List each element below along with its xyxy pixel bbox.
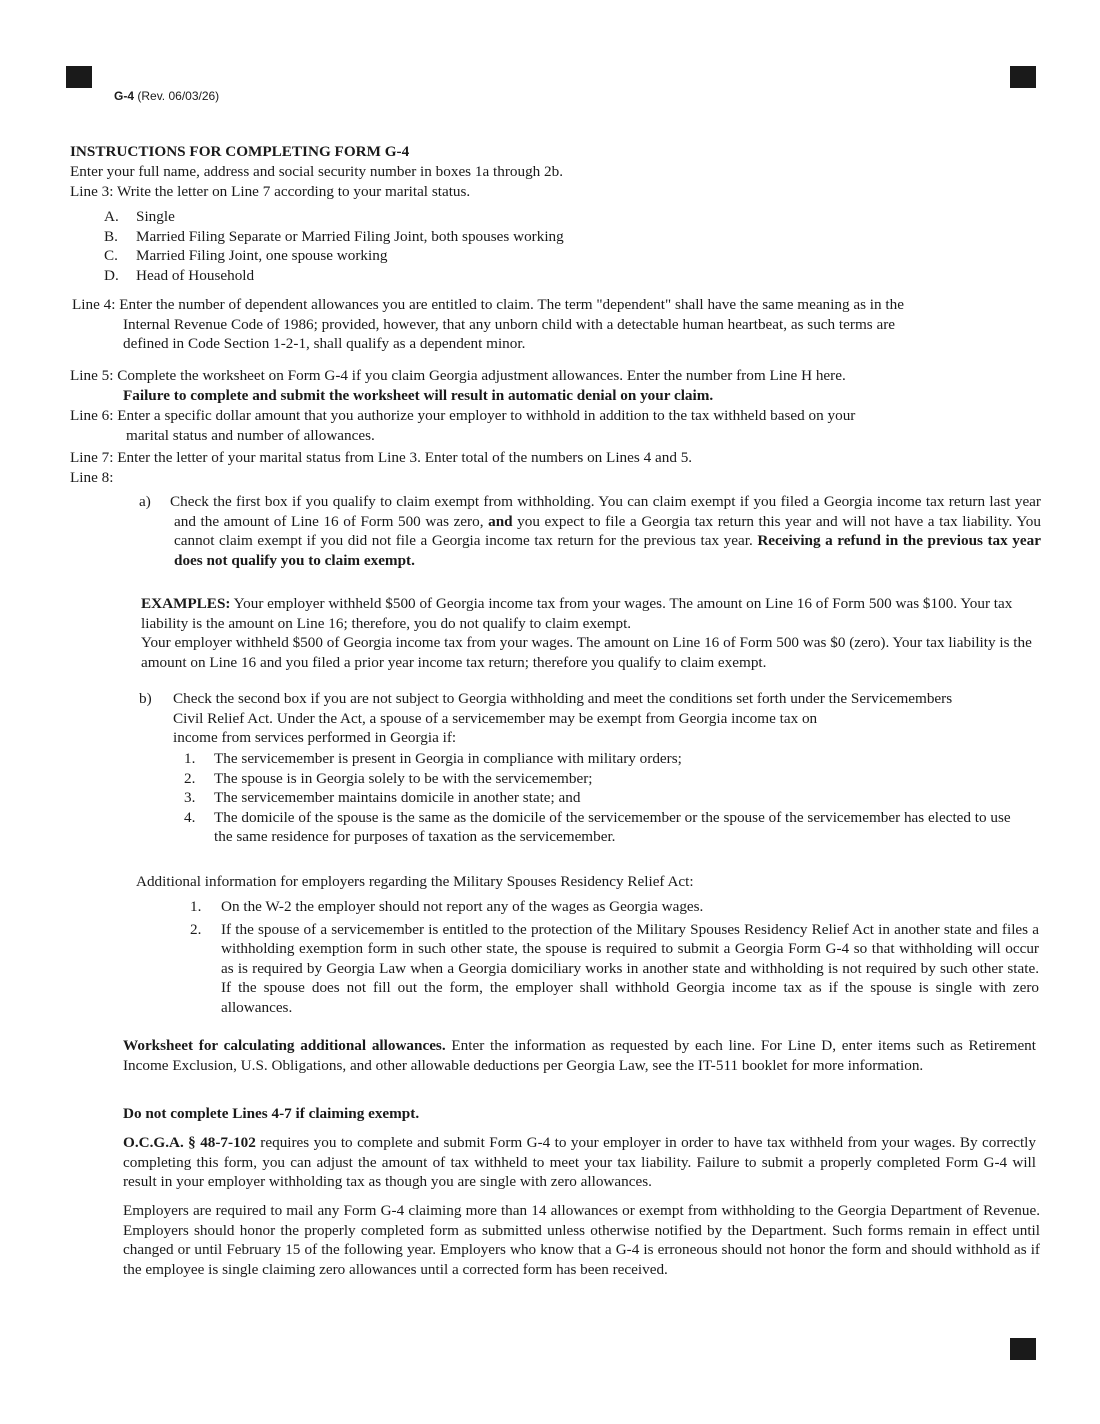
additional-info-item bbox=[190, 920, 1039, 1018]
example-1: Your employer withheld $500 of Georgia income tax from your wages. The amount on Line 16 of Form 500 was $100. Your tax liability is the amount on Line 16; therefore, you do not qualify to claim exempt. bbox=[141, 595, 1013, 632]
marital-option-b bbox=[104, 227, 564, 247]
worksheet-heading: Worksheet for calculating additional allowances. bbox=[123, 1037, 446, 1054]
option-text: Single bbox=[136, 208, 175, 225]
registration-mark-top-left bbox=[66, 66, 92, 88]
line4-text-cont: Internal Revenue Code of 1986; provided, however, that any unborn child with a detectable human heartbeat, as such terms are bbox=[123, 315, 896, 333]
form-name: G-4 bbox=[114, 89, 135, 103]
condition-number: 3. bbox=[184, 789, 196, 806]
line4-text: Enter the number of dependent allowances you are entitled to claim. The term "dependent" shall have the same meaning as in the bbox=[119, 296, 904, 313]
line8-a-marker: a) bbox=[139, 493, 151, 510]
examples-label: EXAMPLES: bbox=[141, 595, 231, 612]
line4-label: Line 4: bbox=[72, 296, 116, 313]
ocga-paragraph bbox=[123, 1133, 1036, 1192]
line3-text: Write the letter on Line 7 according to your marital status. bbox=[116, 183, 471, 200]
condition-text: The domicile of the spouse is the same as the domicile of the servicemember or the spouse of the servicemember has elected to use the same residence for purposes of taxation as the servicemember. bbox=[214, 808, 1011, 845]
condition-item bbox=[184, 749, 1030, 769]
line7-label: Line 7: bbox=[70, 449, 114, 466]
form-identifier bbox=[114, 87, 219, 107]
line4-instruction bbox=[72, 295, 904, 354]
line5-instruction bbox=[70, 366, 846, 405]
employers-paragraph: Employers are required to mail any Form G-4 claiming more than 14 allowances or exempt from withholding to the Georgia Department of Revenue. Employers should honor the properly completed form as submitted unless otherwise notified by the Department. Such forms remain in effect until changed or until February 15 of the following year. Employers who know that a G-4 is erroneous should not honor the form and should withhold as if the employee is single claiming zero allowances until a corrected form has been received. bbox=[123, 1202, 1040, 1278]
line8-b-line: Check the second box if you are not subject to Georgia withholding and meet the conditions set forth under the Servicemembers bbox=[173, 690, 953, 707]
additional-info-heading: Additional information for employers regarding the Military Spouses Residency Relief Act: bbox=[136, 873, 694, 890]
item-number: 1. bbox=[190, 898, 202, 915]
condition-text: The servicemember maintains domicile in another state; and bbox=[214, 789, 581, 806]
marital-status-list bbox=[104, 207, 564, 285]
line8-b-line: Civil Relief Act. Under the Act, a spouse of a servicemember may be exempt from Georgia income tax on bbox=[173, 709, 818, 727]
form-revision: (Rev. 06/03/26) bbox=[137, 89, 220, 103]
line5-text: Complete the worksheet on Form G-4 if you claim Georgia adjustment allowances. Enter the number from Line H here. bbox=[117, 367, 846, 384]
additional-info-item bbox=[190, 897, 1039, 917]
marital-option-c bbox=[104, 246, 564, 266]
line6-text: Enter a specific dollar amount that you authorize your employer to withhold in addition to the tax withheld based on your bbox=[117, 407, 856, 424]
condition-item bbox=[184, 788, 1030, 808]
line7-text: Enter the letter of your marital status from Line 3. Enter total of the numbers on Lines 4 and 5. bbox=[117, 449, 693, 466]
line4-text-cont: defined in Code Section 1-2-1, shall qualify as a dependent minor. bbox=[123, 335, 526, 352]
line8-a-refund-note: Receiving a refund in the previous tax year does not qualify you to claim exempt. bbox=[174, 532, 1041, 569]
option-letter: D. bbox=[104, 266, 119, 284]
line6-text-cont: marital status and number of allowances. bbox=[126, 426, 375, 444]
worksheet-paragraph bbox=[123, 1036, 1036, 1075]
registration-mark-top-right bbox=[1010, 66, 1036, 88]
line3-instruction bbox=[70, 182, 470, 202]
marital-option-d bbox=[104, 266, 564, 286]
exempt-note: Do not complete Lines 4-7 if claiming exempt. bbox=[123, 1105, 420, 1122]
option-text: Married Filing Joint, one spouse working bbox=[136, 247, 388, 264]
marital-option-a bbox=[104, 207, 564, 227]
example-2: Your employer withheld $500 of Georgia income tax from your wages. The amount on Line 16 of Form 500 was $0 (zero). Your tax liability is the amount on Line 16 and you filed a prior year income tax return; therefore you qualify to claim exempt. bbox=[141, 634, 1032, 671]
condition-number: 2. bbox=[184, 769, 196, 787]
option-letter: A. bbox=[104, 208, 119, 225]
condition-text: The spouse is in Georgia solely to be with the servicemember; bbox=[214, 769, 593, 787]
ocga-text: requires you to complete and submit Form G-4 to your employer in order to have tax withheld from your wages. By correctly completing this form, you can adjust the amount of tax withheld to meet your tax liability. Failure to submit a properly completed Form G-4 will result in your employer withholding tax as though you are single with zero allowances. bbox=[123, 1134, 1036, 1190]
line8-a-and: and bbox=[488, 512, 513, 530]
line6-instruction bbox=[70, 406, 855, 445]
line8-a-text bbox=[170, 492, 1041, 570]
line5-warning: Failure to complete and submit the worksheet will result in automatic denial on your claim. bbox=[123, 386, 714, 404]
condition-item bbox=[184, 769, 1030, 789]
option-text: Head of Household bbox=[136, 266, 255, 284]
line8-b-marker: b) bbox=[139, 690, 152, 707]
line5-label: Line 5: bbox=[70, 367, 114, 384]
additional-info-list bbox=[190, 897, 1039, 1017]
worksheet-text: Enter the information as requested by each line. For Line D, enter items such as Retirement Income Exclusion, U.S. Obligations, and other allowable deductions per Georgia Law, see the IT-511 booklet for more information. bbox=[123, 1037, 1036, 1074]
item-text: On the W-2 the employer should not report any of the wages as Georgia wages. bbox=[221, 898, 704, 915]
item-text: If the spouse of a servicemember is entitled to the protection of the Military Spouses Residency Relief Act in another state and files a withholding exemption form in such other state, the spouse is required to submit a Georgia Form G-4 so that withholding will occur as is required by Georgia Law when a Georgia domiciliary works in another state and withholding is not required by such other state. If the spouse does not fill out the form, the employer shall withhold Georgia income tax as if the spouse is single with zero allowances. bbox=[221, 920, 1039, 1016]
line3-label: Line 3: bbox=[70, 183, 114, 200]
intro-text: Enter your full name, address and social security number in boxes 1a through 2b. bbox=[70, 163, 564, 180]
line8-label: Line 8: bbox=[70, 469, 114, 486]
option-letter: C. bbox=[104, 247, 118, 264]
line8-b-line: income from services performed in Georgia if: bbox=[173, 729, 457, 746]
condition-text: The servicemember is present in Georgia in compliance with military orders; bbox=[214, 750, 682, 767]
condition-item bbox=[184, 808, 1030, 847]
servicemember-conditions-list bbox=[184, 749, 1030, 847]
line8-a-part: Check the first box if you qualify to claim exempt from withholding. You can claim exempt if you filed a Georgia income tax return last year and the amount of Line 16 of Form 500 was zero, bbox=[170, 493, 1041, 530]
line8-a-part: you expect to file a Georgia tax return this year and will not have a tax liability. You cannot claim exempt if you did not file a Georgia income tax return for the previous tax year. bbox=[174, 512, 1041, 549]
line7-instruction bbox=[70, 448, 692, 468]
page-title: INSTRUCTIONS FOR COMPLETING FORM G-4 bbox=[70, 143, 410, 160]
registration-mark-bottom-right bbox=[1010, 1338, 1036, 1360]
condition-number: 1. bbox=[184, 750, 196, 767]
option-letter: B. bbox=[104, 227, 118, 245]
item-number: 2. bbox=[190, 920, 202, 938]
line6-label: Line 6: bbox=[70, 407, 114, 424]
condition-number: 4. bbox=[184, 808, 196, 826]
ocga-citation: O.C.G.A. § 48-7-102 bbox=[123, 1134, 256, 1151]
line8-b-text bbox=[173, 689, 952, 748]
examples-block bbox=[141, 594, 1041, 672]
option-text: Married Filing Separate or Married Filing Joint, both spouses working bbox=[136, 227, 564, 245]
